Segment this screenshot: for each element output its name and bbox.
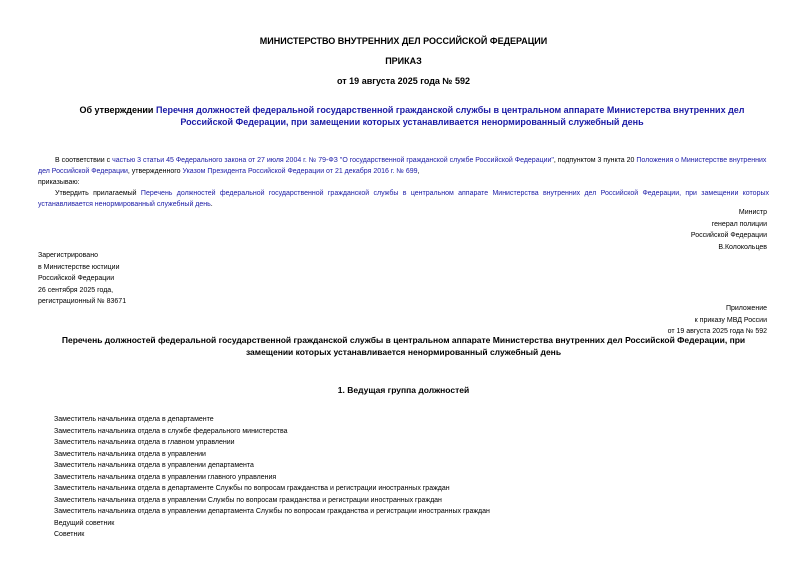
list-item: Заместитель начальника отдела в управлении Службы по вопросам гражданства и регистрации иностранных граждан (54, 496, 442, 504)
list-item: Заместитель начальника отдела в департаменте Службы по вопросам гражданства и регистрации иностранных граждан (54, 485, 450, 492)
position-list (54, 414, 490, 541)
link-mvd-regulation[interactable]: Положения о Министерстве внутренних дел Российской Федерации (38, 157, 767, 175)
order-word: приказываю: (38, 179, 80, 186)
title-prefix: Об утверждении (79, 105, 156, 115)
preamble-text-4: , (417, 168, 420, 175)
approve-text-2: . (210, 201, 213, 208)
title-link[interactable]: Перечня должностей федеральной государственной гражданской службы в центральном аппарате Министерства внутренних дел Российской Федерации, при замещении которых устанавливается ненормированный служебный день (155, 105, 745, 127)
appendix-date: от 19 августа 2025 года № 592 (667, 328, 767, 335)
link-president-decree[interactable]: Указом Президента Российской Федерации от 21 декабря 2016 г. № 699 (182, 168, 418, 175)
appendix-block (668, 303, 767, 338)
preamble (38, 155, 769, 177)
list-item: Заместитель начальника отдела в службе федерального министерства (54, 427, 288, 435)
appendix-label: Приложение (725, 305, 767, 312)
list-item: Заместитель начальника отдела в управлении департамента (54, 462, 254, 469)
signature-block (691, 207, 767, 253)
link-appendix-list[interactable]: Перечень должностей федеральной государственной гражданской службы в центральном аппарате Министерства внутренних дел Российской Федерации, при замещении которых устанавливается ненормированный служебный день (38, 190, 769, 208)
list-item: Заместитель начальника отдела в управлении (54, 450, 206, 458)
signature-name: В.Колокольцев (718, 243, 767, 251)
approve-paragraph (38, 188, 769, 210)
preamble-text-3: , утвержденного (127, 168, 183, 175)
appendix-ref: к приказу МВД России (694, 316, 767, 324)
list-item: Заместитель начальника отдела в главном управлении (54, 439, 235, 446)
registration-line: в Министерстве юстиции (38, 263, 120, 271)
list-item: Заместитель начальника отдела в управлении главного управления (54, 473, 277, 481)
preamble-text-1: В соответствии с (55, 157, 113, 164)
doc-title (52, 104, 772, 128)
registration-line: Российской Федерации (38, 275, 115, 282)
registration-number: регистрационный № 83671 (38, 298, 127, 305)
link-law-79fz[interactable]: частью 3 статьи 45 Федерального закона от 27 июля 2004 г. № 79-ФЗ "О государственной гражданской службе Российской Федерации" (112, 157, 554, 164)
list-item: Ведущий советник (54, 519, 115, 527)
signature-rank: генерал полиции (711, 220, 767, 228)
doc-date: от 19 августа 2025 года № 592 (337, 76, 470, 86)
preamble-text-2: , подпунктом 3 пункта 20 (553, 157, 637, 164)
registration-date: 26 сентября 2025 года, (38, 286, 114, 294)
signature-title: Министр (738, 209, 767, 216)
list-title: Перечень должностей федеральной государственной гражданской службы в центральном аппарате Министерства внутренних дел Российской Федерации, при замещении которых устанавливается ненормированный служебный день (61, 335, 746, 357)
signature-country: Российской Федерации (690, 232, 767, 239)
ministry-header: МИНИСТЕРСТВО ВНУТРЕННИХ ДЕЛ РОССИЙСКОЙ ФЕДЕРАЦИИ (259, 36, 548, 46)
list-item: Заместитель начальника отдела в управлении департамента Службы по вопросам гражданства и регистрации иностранных граждан (54, 508, 490, 515)
list-item: Советник (54, 531, 85, 538)
approve-text-1: Утвердить прилагаемый (55, 190, 141, 197)
registration-block (38, 250, 126, 308)
registration-line: Зарегистрировано (38, 252, 98, 259)
doc-type: ПРИКАЗ (385, 56, 422, 66)
section-title: 1. Ведущая группа должностей (337, 385, 470, 395)
list-item: Заместитель начальника отдела в департаменте (54, 416, 214, 423)
